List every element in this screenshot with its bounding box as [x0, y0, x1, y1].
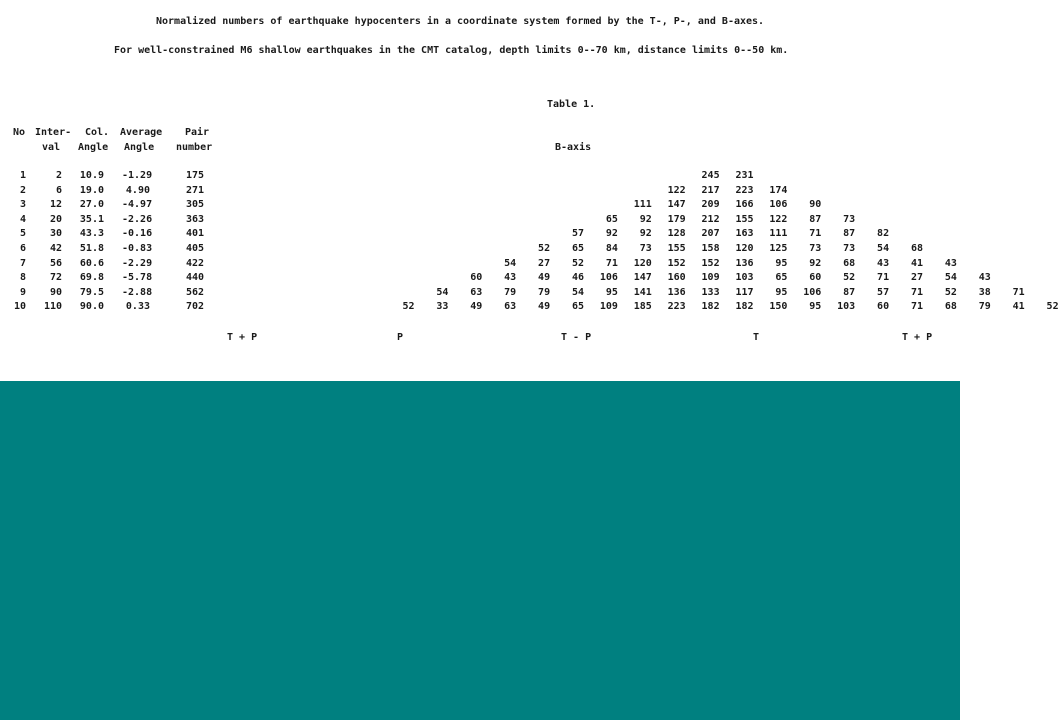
table-cell-count: 65: [571, 243, 584, 254]
table-cell-count: 43: [877, 258, 890, 269]
table-cell-count: 60: [809, 272, 822, 283]
table-cell-count: 54: [504, 258, 517, 269]
table-cell-count: 160: [667, 272, 686, 283]
table-cell-count: 52: [1046, 301, 1059, 312]
axis-label-t-minus-p: T - P: [561, 332, 592, 343]
table-cell-interval: 56: [49, 258, 62, 269]
table-cell-count: 73: [639, 243, 652, 254]
table-cell-count: 92: [809, 258, 822, 269]
table-cell-col-angle: 10.9: [79, 170, 104, 181]
table-cell-count: 182: [735, 301, 754, 312]
table-cell-count: 182: [701, 301, 720, 312]
table-cell-count: 106: [769, 199, 788, 210]
table-cell-count: 41: [1012, 301, 1025, 312]
table-cell-count: 71: [605, 258, 618, 269]
table-cell-count: 95: [809, 301, 822, 312]
table-cell-count: 136: [735, 258, 754, 269]
table-cell-count: 166: [735, 199, 754, 210]
table-cell-count: 122: [667, 185, 686, 196]
table-cell-avg-angle: 4.90: [125, 185, 150, 196]
table-cell-pair: 440: [185, 272, 204, 283]
table-cell-pair: 405: [185, 243, 204, 254]
table-cell-count: 136: [667, 287, 686, 298]
table-cell-count: 54: [877, 243, 890, 254]
table-cell-count: 57: [877, 287, 890, 298]
table-cell-count: 68: [910, 243, 923, 254]
table-cell-count: 95: [775, 258, 788, 269]
table-cell-col-angle: 43.3: [79, 228, 104, 239]
table-cell-count: 103: [735, 272, 754, 283]
table-cell-interval: 30: [49, 228, 62, 239]
table-cell-count: 46: [571, 272, 584, 283]
table-cell-count: 174: [769, 185, 788, 196]
table-cell-interval: 72: [49, 272, 62, 283]
header-pair: Pair: [185, 127, 210, 138]
header-average: Average: [120, 127, 163, 138]
table-cell-count: 150: [769, 301, 788, 312]
table-cell-count: 106: [599, 272, 618, 283]
table-cell-count: 43: [944, 258, 957, 269]
table-cell-count: 111: [633, 199, 652, 210]
table-cell-count: 71: [877, 272, 890, 283]
table-cell-count: 60: [470, 272, 483, 283]
table-cell-count: 155: [667, 243, 686, 254]
table-cell-count: 65: [605, 214, 618, 225]
header-angle-1: Angle: [78, 142, 109, 153]
axis-label-p: P: [397, 332, 404, 343]
table-cell-count: 103: [837, 301, 856, 312]
table-cell-count: 52: [944, 287, 957, 298]
table-cell-count: 245: [701, 170, 720, 181]
table-cell-interval: 110: [43, 301, 62, 312]
table-cell-count: 120: [735, 243, 754, 254]
table-cell-count: 90: [809, 199, 822, 210]
table-cell-count: 49: [538, 272, 551, 283]
table-cell-count: 92: [605, 228, 618, 239]
table-cell-count: 84: [605, 243, 618, 254]
header-angle-2: Angle: [124, 142, 155, 153]
table-cell-count: 109: [701, 272, 720, 283]
table-cell-no: 5: [19, 228, 26, 239]
table-cell-avg-angle: -2.88: [122, 287, 153, 298]
table-cell-count: 54: [571, 287, 584, 298]
table-cell-count: 65: [571, 301, 584, 312]
table-cell-count: 49: [470, 301, 483, 312]
table-cell-count: 43: [504, 272, 517, 283]
table-cell-count: 128: [667, 228, 686, 239]
title-line-1: Normalized numbers of earthquake hypocenters in a coordinate system formed by the T-, P-, and B-axes.: [156, 16, 765, 27]
table-cell-count: 223: [735, 185, 754, 196]
table-cell-avg-angle: -0.83: [122, 243, 153, 254]
table-cell-count: 79: [538, 287, 551, 298]
table-cell-count: 92: [639, 228, 652, 239]
table-cell-no: 2: [19, 185, 26, 196]
table-cell-count: 73: [809, 243, 822, 254]
table-cell-count: 217: [701, 185, 720, 196]
table-cell-interval: 42: [49, 243, 62, 254]
table-cell-count: 57: [571, 228, 584, 239]
table-cell-no: 4: [19, 214, 26, 225]
table-cell-avg-angle: 0.33: [125, 301, 150, 312]
header-inter: Inter-: [35, 127, 72, 138]
table-cell-interval: 6: [55, 185, 62, 196]
table-cell-count: 79: [978, 301, 991, 312]
table-cell-pair: 305: [185, 199, 204, 210]
table-cell-avg-angle: -1.29: [122, 170, 153, 181]
table-cell-pair: 562: [185, 287, 204, 298]
table-cell-count: 158: [701, 243, 720, 254]
table-cell-avg-angle: -5.78: [122, 272, 153, 283]
table-cell-col-angle: 79.5: [79, 287, 104, 298]
table-cell-count: 71: [910, 287, 923, 298]
table-cell-count: 209: [701, 199, 720, 210]
table-cell-count: 65: [775, 272, 788, 283]
table-cell-count: 120: [633, 258, 652, 269]
table-cell-no: 9: [19, 287, 26, 298]
table-cell-count: 71: [910, 301, 923, 312]
table-cell-count: 133: [701, 287, 720, 298]
table-cell-pair: 271: [185, 185, 204, 196]
table-cell-count: 27: [538, 258, 551, 269]
title-line-2: For well-constrained M6 shallow earthquakes in the CMT catalog, depth limits 0--70 km, distance limits 0--50 km.: [114, 45, 789, 56]
table-cell-count: 223: [667, 301, 686, 312]
table-cell-count: 63: [470, 287, 483, 298]
table-cell-count: 52: [402, 301, 415, 312]
table-cell-count: 79: [504, 287, 517, 298]
table-cell-no: 6: [19, 243, 26, 254]
table-cell-col-angle: 69.8: [79, 272, 104, 283]
table-cell-count: 185: [633, 301, 652, 312]
table-cell-count: 207: [701, 228, 720, 239]
table-cell-count: 68: [843, 258, 856, 269]
b-axis-label: B-axis: [555, 142, 592, 153]
table-cell-count: 212: [701, 214, 720, 225]
table-cell-count: 68: [944, 301, 957, 312]
table-cell-col-angle: 35.1: [79, 214, 104, 225]
table-cell-avg-angle: -0.16: [122, 228, 153, 239]
table-cell-col-angle: 60.6: [79, 258, 104, 269]
table-cell-count: 63: [504, 301, 517, 312]
table-cell-count: 49: [538, 301, 551, 312]
table-cell-count: 54: [944, 272, 957, 283]
table-cell-count: 87: [843, 228, 856, 239]
table-cell-count: 231: [735, 170, 754, 181]
table-cell-count: 87: [809, 214, 822, 225]
table-cell-interval: 12: [49, 199, 62, 210]
table-cell-pair: 401: [185, 228, 204, 239]
table-cell-count: 52: [538, 243, 551, 254]
table-cell-count: 43: [978, 272, 991, 283]
axis-label-t-plus-p-left: T + P: [227, 332, 258, 343]
teal-background: [0, 381, 960, 720]
table-cell-no: 1: [19, 170, 26, 181]
table-cell-count: 60: [877, 301, 890, 312]
table-cell-count: 92: [639, 214, 652, 225]
table-cell-avg-angle: -4.97: [122, 199, 153, 210]
table-caption: Table 1.: [547, 99, 596, 110]
table-cell-col-angle: 90.0: [79, 301, 104, 312]
table-cell-count: 71: [1012, 287, 1025, 298]
table-cell-no: 7: [19, 258, 26, 269]
table-cell-count: 54: [436, 287, 449, 298]
table-cell-col-angle: 51.8: [79, 243, 104, 254]
header-no: No: [13, 127, 26, 138]
table-cell-count: 73: [843, 214, 856, 225]
table-cell-count: 147: [667, 199, 686, 210]
table-cell-count: 155: [735, 214, 754, 225]
header-val: val: [42, 142, 61, 153]
table-cell-col-angle: 27.0: [79, 199, 104, 210]
table-cell-count: 152: [667, 258, 686, 269]
table-cell-count: 33: [436, 301, 449, 312]
table-cell-count: 179: [667, 214, 686, 225]
table-cell-count: 87: [843, 287, 856, 298]
table-cell-count: 38: [978, 287, 991, 298]
table-cell-no: 8: [19, 272, 26, 283]
table-cell-count: 147: [633, 272, 652, 283]
table-cell-pair: 363: [185, 214, 204, 225]
table-cell-count: 95: [605, 287, 618, 298]
table-cell-count: 111: [769, 228, 788, 239]
table-cell-count: 106: [803, 287, 822, 298]
table-cell-no: 3: [19, 199, 26, 210]
table-cell-count: 52: [571, 258, 584, 269]
table-cell-count: 122: [769, 214, 788, 225]
table-cell-interval: 20: [49, 214, 62, 225]
table-cell-count: 71: [809, 228, 822, 239]
table-cell-interval: 90: [49, 287, 62, 298]
table-cell-count: 152: [701, 258, 720, 269]
table-cell-count: 163: [735, 228, 754, 239]
table-cell-count: 52: [843, 272, 856, 283]
table-cell-pair: 702: [185, 301, 204, 312]
table-cell-count: 141: [633, 287, 652, 298]
table-cell-count: 41: [910, 258, 923, 269]
table-cell-no: 10: [13, 301, 26, 312]
axis-label-t: T: [753, 332, 760, 343]
table-cell-count: 109: [599, 301, 618, 312]
table-cell-avg-angle: -2.29: [122, 258, 153, 269]
table-cell-interval: 2: [55, 170, 62, 181]
header-number: number: [176, 142, 213, 153]
table-cell-count: 82: [877, 228, 890, 239]
table-cell-col-angle: 19.0: [79, 185, 104, 196]
table-cell-count: 95: [775, 287, 788, 298]
table-cell-avg-angle: -2.26: [122, 214, 153, 225]
header-col: Col.: [85, 127, 110, 138]
table-cell-pair: 422: [185, 258, 204, 269]
table-cell-count: 73: [843, 243, 856, 254]
table-cell-count: 27: [910, 272, 923, 283]
table-cell-count: 125: [769, 243, 788, 254]
table-cell-pair: 175: [185, 170, 204, 181]
axis-label-t-plus-p-right: T + P: [902, 332, 933, 343]
table-cell-count: 117: [735, 287, 754, 298]
